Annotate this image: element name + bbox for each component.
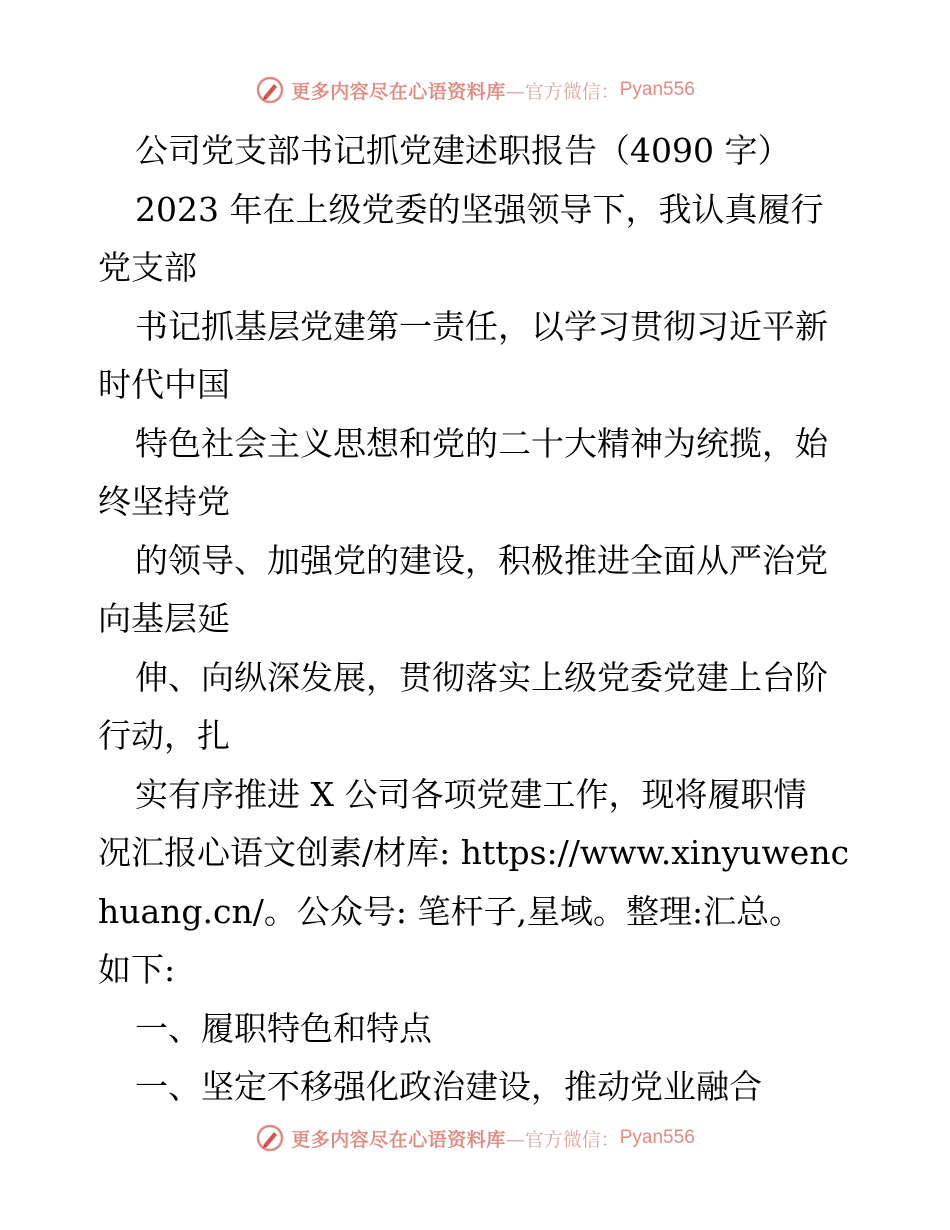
- text-line: 时代中国: [98, 365, 230, 404]
- text-line: 向基层延: [98, 599, 230, 638]
- text-line: 党支部: [98, 248, 197, 287]
- text-line: 终坚持党: [98, 482, 230, 521]
- text-line: 一、履职特色和特点: [135, 1008, 432, 1048]
- text-line: 如下:: [98, 950, 176, 989]
- text-line: 公司党支部书记抓党建述职报告（4090 字）: [135, 131, 791, 170]
- text-line: 的领导、加强党的建设，积极推进全面从严治党: [135, 540, 828, 580]
- watermark-official-label: —官方微信：: [505, 80, 620, 103]
- text-line: 行动，扎: [98, 716, 230, 755]
- watermark-text: 更多内容尽在心语资料库: [291, 80, 506, 103]
- watermark-text: 更多内容尽在心语资料库: [291, 1128, 506, 1151]
- header-watermark: [0, 70, 950, 110]
- text-line: 伸、向纵深发展，贯彻落实上级党委党建上台阶: [135, 657, 828, 697]
- pen-logo-icon: [255, 75, 285, 105]
- watermark-wechat-id: Pyan556: [619, 1127, 695, 1148]
- footer-watermark: [0, 1118, 950, 1158]
- pen-logo-icon: [255, 1123, 285, 1153]
- text-line: 一、坚定不移强化政治建设，推动党业融合: [135, 1067, 762, 1106]
- text-line: 2023 年在上级党委的坚强领导下，我认真履行: [135, 189, 824, 229]
- watermark-official-label: —官方微信：: [505, 1128, 620, 1151]
- text-line: 书记抓基层党建第一责任，以学习贯彻习近平新: [135, 306, 828, 346]
- text-line: huang.cn/。公众号: 笔杆子,星域。整理:汇总。: [98, 891, 803, 931]
- text-line: 实有序推进 X 公司各项党建工作，现将履职情: [135, 774, 807, 814]
- watermark-wechat-id: Pyan556: [619, 79, 695, 100]
- document-body: [98, 122, 858, 1117]
- text-line: 况汇报心语文创素/材库: https://www.xinyuwenc: [98, 833, 850, 872]
- text-line: 特色社会主义思想和党的二十大精神为统揽，始: [135, 423, 828, 463]
